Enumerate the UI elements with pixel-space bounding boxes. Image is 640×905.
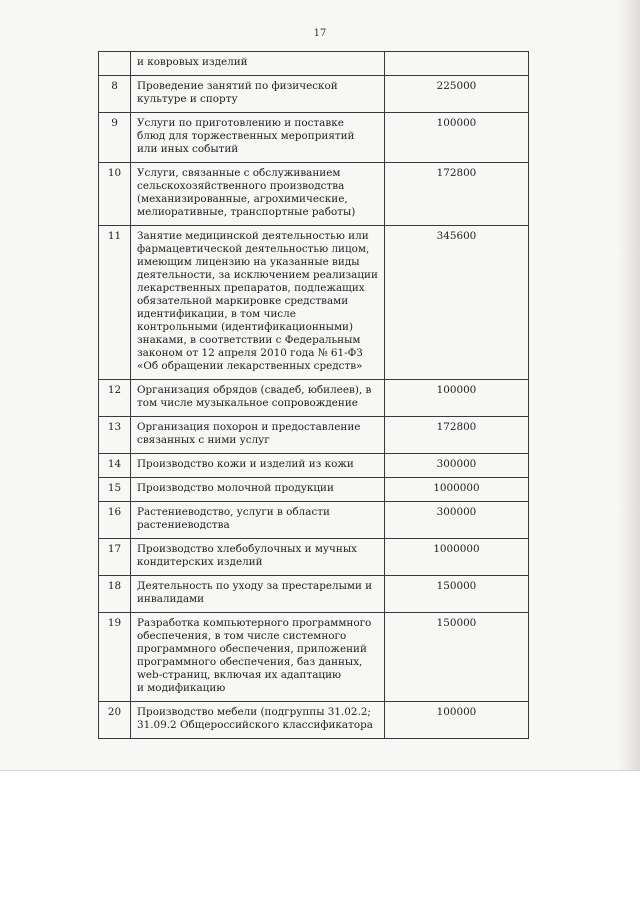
table-row — [99, 502, 529, 539]
income-amount: 172800 — [384, 417, 528, 454]
description-line: лекарственных препаратов, подлежащих — [137, 282, 365, 294]
table-row — [99, 163, 529, 226]
row-number: 18 — [99, 576, 131, 613]
table-row — [99, 113, 529, 163]
income-amount: 225000 — [384, 76, 528, 113]
description-line: Производство хлебобулочных и мучных — [137, 543, 357, 555]
row-number — [99, 52, 131, 76]
page-number: 17 — [313, 28, 327, 39]
activity-description — [131, 417, 385, 454]
description-line: мелиоративные, транспортные работы) — [137, 206, 356, 218]
activity-description — [131, 163, 385, 226]
table-row — [99, 380, 529, 417]
description-line: «Об обращении лекарственных средств» — [137, 360, 363, 372]
income-amount: 1000000 — [384, 539, 528, 576]
description-line: Разработка компьютерного программного — [137, 617, 372, 629]
activity-description — [131, 52, 385, 76]
description-line: Занятие медицинской деятельностью или — [137, 230, 369, 242]
activity-description — [131, 454, 385, 478]
table-row — [99, 417, 529, 454]
income-amount: 172800 — [384, 163, 528, 226]
description-line: Услуги, связанные с обслуживанием — [137, 167, 341, 179]
activity-description — [131, 502, 385, 539]
description-line: идентификации, в том числе — [137, 308, 296, 320]
income-amount: 150000 — [384, 576, 528, 613]
description-line: программного обеспечения, приложений — [137, 643, 367, 655]
description-line: знаками, в соответствии с Федеральным — [137, 334, 361, 346]
description-line: и модификацию — [137, 682, 226, 694]
row-number: 15 — [99, 478, 131, 502]
table-row — [99, 613, 529, 702]
description-line: связанных с ними услуг — [137, 434, 270, 446]
row-number: 11 — [99, 226, 131, 380]
description-line: культуре и спорту — [137, 93, 238, 105]
description-line: деятельности, за исключением реализации — [137, 269, 378, 281]
description-line: блюд для торжественных мероприятий — [137, 130, 355, 142]
description-line: кондитерских изделий — [137, 556, 263, 568]
income-amount: 300000 — [384, 502, 528, 539]
table-row — [99, 539, 529, 576]
income-amount: 1000000 — [384, 478, 528, 502]
description-line: растениеводства — [137, 519, 230, 531]
description-line: Услуги по приготовлению и поставке — [137, 117, 344, 129]
income-amount: 300000 — [384, 454, 528, 478]
description-line: (механизированные, агрохимические, — [137, 193, 348, 205]
description-line: контрольными (идентификационными) — [137, 321, 354, 333]
table-row — [99, 226, 529, 380]
activity-description — [131, 113, 385, 163]
row-number: 12 — [99, 380, 131, 417]
table-row — [99, 478, 529, 502]
income-amount: 100000 — [384, 113, 528, 163]
description-line: обязательной маркировке средствами — [137, 295, 349, 307]
table-row — [99, 52, 529, 76]
description-line: том числе музыкальное сопровождение — [137, 397, 358, 409]
description-line: или иных событий — [137, 143, 239, 155]
row-number: 19 — [99, 613, 131, 702]
row-number: 13 — [99, 417, 131, 454]
activity-description — [131, 76, 385, 113]
description-line: 31.09.2 Общероссийского классификатора — [137, 719, 373, 731]
description-line: инвалидами — [137, 593, 205, 605]
description-line: Производство кожи и изделий из кожи — [137, 458, 354, 470]
activity-description — [131, 380, 385, 417]
description-line: и ковровых изделий — [137, 56, 248, 68]
description-line: фармацевтической деятельностью лицом, — [137, 243, 370, 255]
income-amount: 345600 — [384, 226, 528, 380]
description-line: Производство молочной продукции — [137, 482, 334, 494]
table-row — [99, 702, 529, 739]
description-line: Организация обрядов (свадеб, юбилеев), в — [137, 384, 372, 396]
description-line: Деятельность по уходу за престарелыми и — [137, 580, 373, 592]
table-row — [99, 76, 529, 113]
row-number: 20 — [99, 702, 131, 739]
activity-description — [131, 613, 385, 702]
table-body — [99, 52, 529, 739]
activity-description — [131, 576, 385, 613]
row-number: 9 — [99, 113, 131, 163]
activity-description — [131, 478, 385, 502]
income-amount: 150000 — [384, 613, 528, 702]
row-number: 8 — [99, 76, 131, 113]
table-row — [99, 576, 529, 613]
activity-description — [131, 702, 385, 739]
description-line: web-страниц, включая их адаптацию — [137, 669, 342, 681]
description-line: Проведение занятий по физической — [137, 80, 338, 92]
row-number: 16 — [99, 502, 131, 539]
activity-description — [131, 226, 385, 380]
row-number: 10 — [99, 163, 131, 226]
table-row — [99, 454, 529, 478]
activity-description — [131, 539, 385, 576]
description-line: Производство мебели (подгруппы 31.02.2; — [137, 706, 371, 718]
description-line: Организация похорон и предоставление — [137, 421, 361, 433]
description-line: обеспечения, в том числе системного — [137, 630, 347, 642]
description-line: законом от 12 апреля 2010 года № 61-ФЗ — [137, 347, 363, 359]
income-amount: 100000 — [384, 702, 528, 739]
description-line: программного обеспечения, баз данных, — [137, 656, 363, 668]
income-amount — [384, 52, 528, 76]
income-amount: 100000 — [384, 380, 528, 417]
activity-table — [98, 51, 529, 739]
description-line: имеющим лицензию на указанные виды — [137, 256, 360, 268]
description-line: Растениеводство, услуги в области — [137, 506, 330, 518]
description-line: сельскохозяйственного производства — [137, 180, 345, 192]
row-number: 14 — [99, 454, 131, 478]
row-number: 17 — [99, 539, 131, 576]
